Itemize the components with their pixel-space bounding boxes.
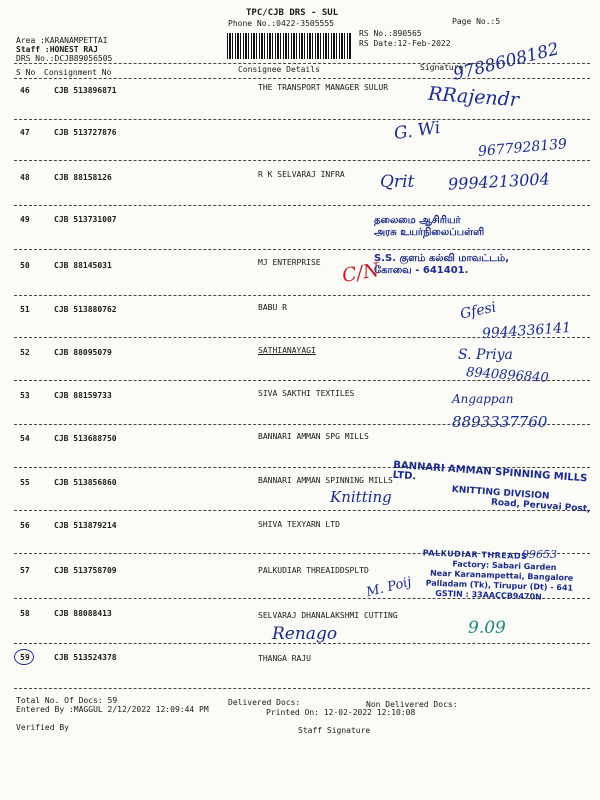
non-delivered-docs: Non Delivered Docs: xyxy=(366,700,458,709)
row-consignment: CJB 513727876 xyxy=(54,128,117,137)
row-consignee: BABU R xyxy=(258,303,287,312)
row-consignment: CJB 88159733 xyxy=(54,391,112,400)
total-docs: Total No. Of Docs: 59 xyxy=(16,696,118,705)
row-consignee: SATHIANAYAGI xyxy=(258,346,316,355)
verified-by: Verified By xyxy=(16,723,69,732)
row-sno: 59 xyxy=(20,653,30,662)
row-sno: 49 xyxy=(20,215,30,224)
stamp-line: Factory: Sabari Garden xyxy=(452,559,557,573)
handwritten-cn-mark: C/N xyxy=(340,258,382,288)
row-consignment: CJB 513758709 xyxy=(54,566,117,575)
handwritten-phone: 9944336141 xyxy=(481,319,572,343)
row-divider xyxy=(14,688,590,689)
handwritten-phone: 9994213004 xyxy=(447,169,551,194)
stamp-line: Near Karanampettai, Bangalore xyxy=(429,568,574,583)
handwritten-signature: RRajendr xyxy=(427,82,520,112)
drs-number: DRS No.:DCJB89056505 xyxy=(16,54,113,63)
row-consignee: BANNARI AMMAN SPINNING MILLS xyxy=(258,476,393,485)
row-consignment: CJB 88145031 xyxy=(54,261,112,270)
handwritten-signature: Renago xyxy=(272,624,338,644)
handwritten-phone: 99653 xyxy=(522,548,557,561)
row-consignee: R K SELVARAJ INFRA xyxy=(258,170,345,179)
stamp-line: GSTIN : 33AACCB9470N xyxy=(435,588,542,602)
phone-number: Phone No.:0422-3505555 xyxy=(228,19,334,28)
stamp-line: அரசு உயர்நிலைப்பள்ளி xyxy=(374,227,485,238)
printed-on: Printed On: 12-02-2022 12:10:08 xyxy=(266,708,416,717)
handwritten-signature: G. Wi xyxy=(392,117,442,145)
col-signature: Signature xyxy=(420,63,464,72)
row-consignee: THE TRANSPORT MANAGER SULUR xyxy=(258,83,389,92)
row-consignment: CJB 513688750 xyxy=(54,434,117,443)
row-consignee: PALKUDIAR THREAIDDSPLTD xyxy=(258,566,369,575)
bannari-stamp xyxy=(391,461,600,515)
stamp-line: தலைமை ஆசிரியர் xyxy=(374,215,461,226)
page-number: Page No.:5 xyxy=(452,17,501,26)
stamp-line: Road, Peruvai Post, xyxy=(490,497,591,515)
row-sno: 58 xyxy=(20,609,30,618)
row-sno: 55 xyxy=(20,478,30,487)
row-consignment: CJB 513524378 xyxy=(54,653,117,662)
row-divider xyxy=(14,510,590,511)
row-sno: 57 xyxy=(20,566,30,575)
col-consignment: Consignment No xyxy=(44,68,112,77)
stamp-line: PALKUDIAR THREADS xyxy=(422,548,528,562)
entered-by: Entered By :MAGGUL 2/12/2022 12:09:44 PM xyxy=(16,705,209,714)
handwritten-signature: M. Poij xyxy=(364,574,413,601)
handwritten-signature: S. Priya xyxy=(458,347,513,363)
row-divider xyxy=(14,205,590,206)
rs-number: RS No.:890565 xyxy=(359,29,422,38)
handwritten-note: Knitting xyxy=(330,488,392,506)
row-sno: 47 xyxy=(20,128,30,137)
document-title: TPC/CJB DRS - SUL xyxy=(246,8,339,18)
row-consignment: CJB 513731007 xyxy=(54,215,117,224)
handwritten-phone: 8940896840 xyxy=(465,365,550,386)
row-sno: 53 xyxy=(20,391,30,400)
barcode xyxy=(227,33,351,59)
handwritten-time: 9.09 xyxy=(468,618,506,638)
area: Area :KARANAMPETTAI xyxy=(16,36,108,45)
row-consignment: CJB 513896871 xyxy=(54,86,117,95)
row-consignee: MJ ENTERPRISE xyxy=(258,258,321,267)
row-sno: 46 xyxy=(20,86,30,95)
stamp-line: S.S. குளம் கல்வி மாவட்டம், xyxy=(374,253,510,264)
row-consignee: BANNARI AMMAN SPG MILLS xyxy=(258,432,369,441)
row-divider xyxy=(14,119,590,120)
row-consignment: CJB 88088413 xyxy=(54,609,112,618)
stamp-line: KNITTING DIVISION xyxy=(451,484,550,502)
column-divider xyxy=(14,78,590,79)
row-consignment: CJB 513856860 xyxy=(54,478,117,487)
handwritten-signature: Qrit xyxy=(380,172,415,192)
row-sno: 51 xyxy=(20,305,30,314)
row-divider xyxy=(14,160,590,161)
delivered-docs: Delivered Docs: xyxy=(228,698,301,707)
school-stamp xyxy=(374,215,509,277)
row-consignment: CJB 513879214 xyxy=(54,521,117,530)
row-consignment: CJB 513880762 xyxy=(54,305,117,314)
stamp-line: கோவை - 641401. xyxy=(374,265,469,276)
row-sno: 54 xyxy=(20,434,30,443)
row-consignment: CJB 88095079 xyxy=(54,348,112,357)
stamp-line: Palladam (Tk), Tirupur (Dt) - 641 xyxy=(425,578,574,593)
handwritten-phone: 8893337760 xyxy=(452,413,548,431)
handwritten-phone: 9677928139 xyxy=(477,136,568,160)
row-consignee: SELVARAJ DHANALAKSHMI CUTTING xyxy=(258,611,398,620)
row-sno: 48 xyxy=(20,173,30,182)
stamp-line: BANNARI AMMAN SPINNING MILLS LTD. xyxy=(392,459,588,485)
palkudiar-stamp xyxy=(421,548,574,603)
staff-signature-label: Staff Signature xyxy=(298,726,371,735)
col-sno: S No xyxy=(16,68,36,77)
row-sno: 50 xyxy=(20,261,30,270)
handwritten-phone: 9788608182 xyxy=(451,39,561,85)
row-consignee: SIVA SAKTHI TEXTILES xyxy=(258,389,355,398)
row-consignment: CJB 88158126 xyxy=(54,173,112,182)
row-consignee: SHIVA TEXYARN LTD xyxy=(258,520,340,529)
row-sno: 56 xyxy=(20,521,30,530)
row-consignee: THANGA RAJU xyxy=(258,654,311,663)
row-divider xyxy=(14,295,590,296)
col-consignee: Consignee Details xyxy=(238,65,320,74)
staff: Staff :HONEST RAJ xyxy=(16,45,98,54)
handwritten-signature: Angappan xyxy=(452,392,514,406)
rs-date: RS Date:12-Feb-2022 xyxy=(359,39,451,48)
row-sno: 52 xyxy=(20,348,30,357)
handwritten-signature: Gfesi xyxy=(458,299,498,323)
